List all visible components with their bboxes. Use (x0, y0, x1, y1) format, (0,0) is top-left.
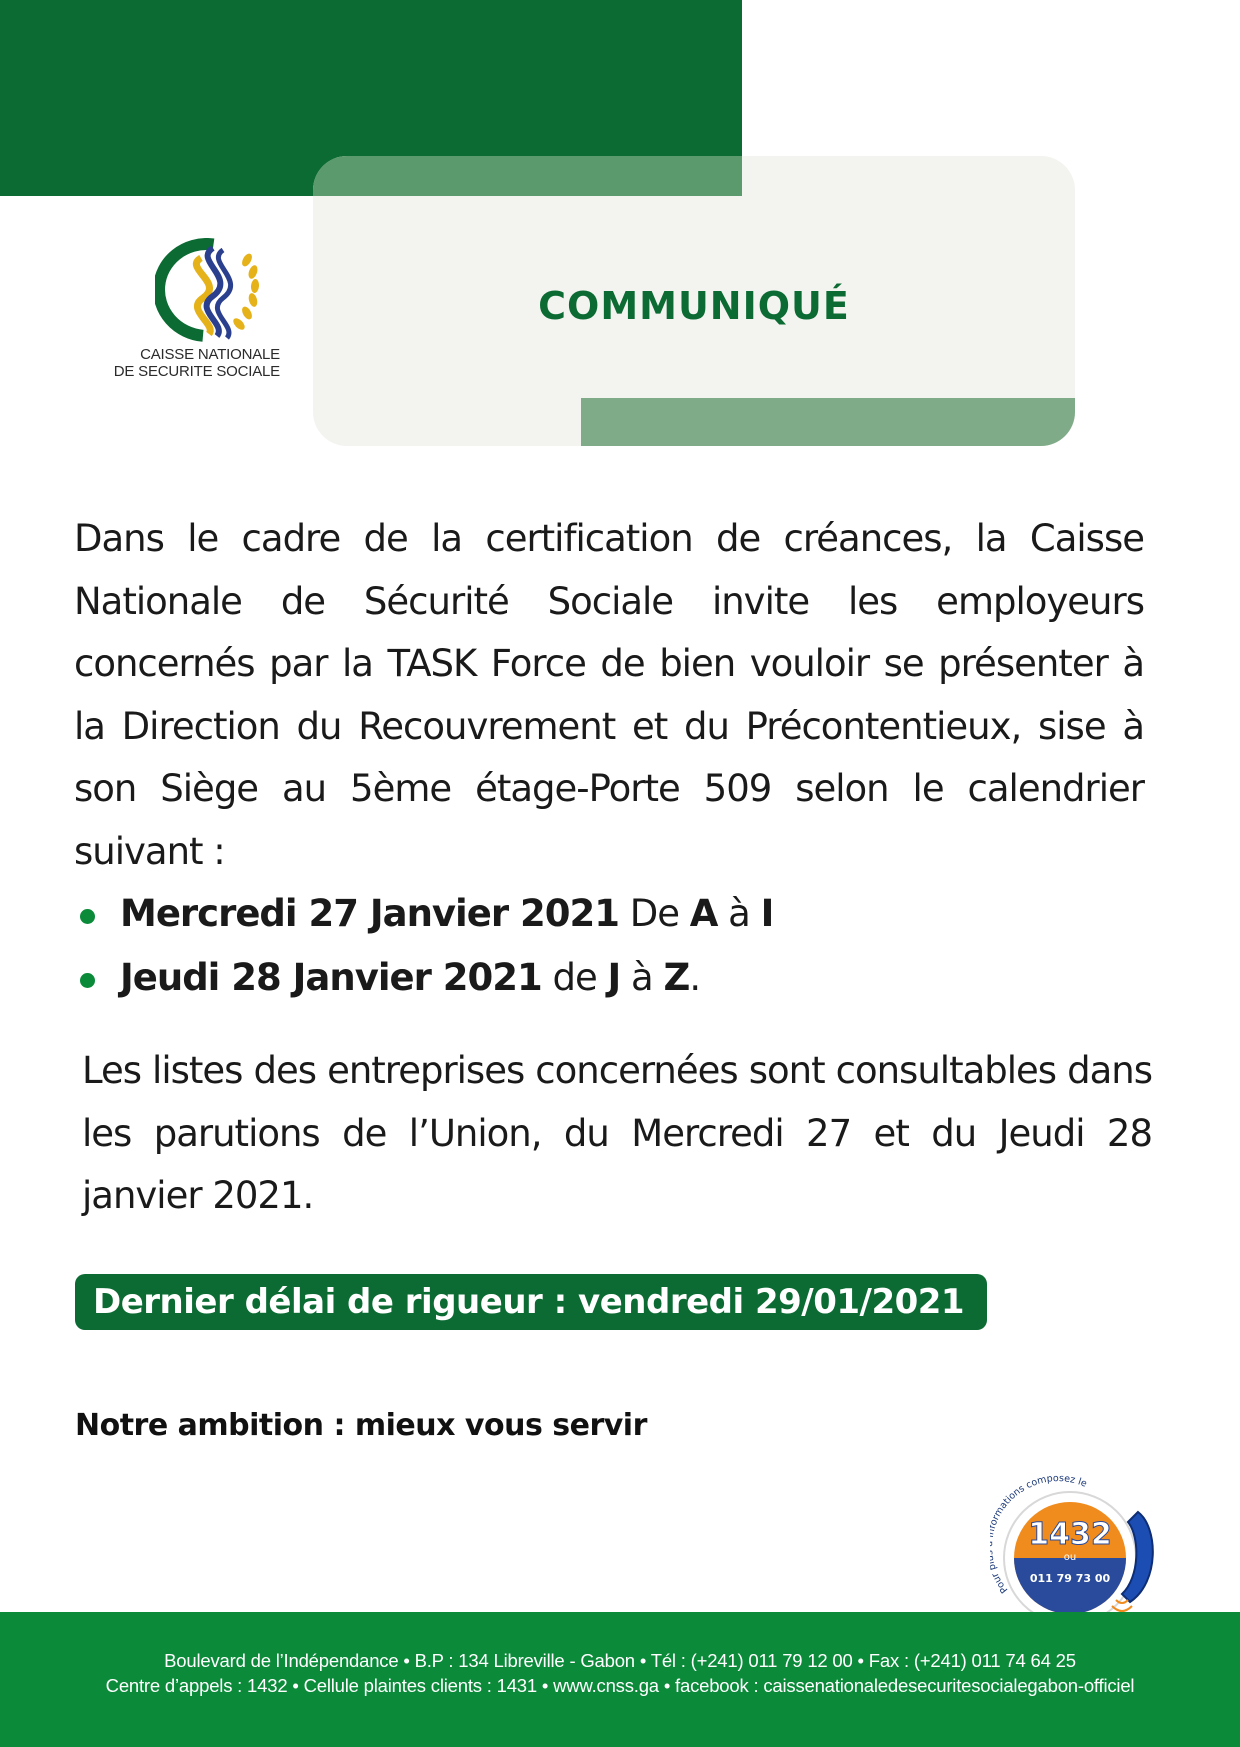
schedule-word: De (629, 892, 679, 935)
organization-name-line2: DE SECURITE SOCIALE (113, 363, 280, 380)
bullet-icon (80, 909, 95, 924)
intro-paragraph: Dans le cadre de la certification de créances, la Caisse Nationale de Sécurité Sociale invite les employeurs concernés par la TASK Force de bien vouloir se présenter à la Direction du Recouvrement et du Précontentieux, sise à son Siège au 5ème étage-Porte 509 selon le calendrier suivant : (74, 517, 1144, 873)
bullet-icon (80, 973, 95, 988)
schedule-word: à (631, 956, 653, 999)
page-title: COMMUNIQUÉ (538, 284, 850, 328)
schedule-from: J (607, 956, 621, 999)
call-badge-arc-text: Pour rmations composez le (990, 1473, 1089, 1596)
footer-contacts: Centre d’appels : 1432 • Cellule plaintes clients : 1431 • www.cnss.ga • facebook : caissenationaledesecuritesocialegabon-officiel (105, 1675, 1135, 1696)
cnss-logo (95, 238, 285, 388)
schedule-list (80, 882, 773, 1010)
call-badge-number: 1432 (1028, 1517, 1112, 1552)
schedule-word: à (728, 892, 750, 935)
schedule-item (80, 946, 773, 1010)
deadline-banner: Dernier délai de rigueur : vendredi 29/01/2021 (75, 1274, 987, 1330)
schedule-date: Jeudi 28 Janvier 2021 (120, 956, 542, 999)
title-card-bottom-accent (581, 398, 1075, 446)
call-center-badge (990, 1472, 1180, 1632)
organization-name (95, 346, 280, 380)
schedule-from: A (689, 892, 718, 935)
organization-name-line1: CAISSE NATIONALE (140, 346, 280, 363)
footer (0, 1612, 1240, 1747)
title-card-top-accent (313, 156, 742, 196)
cnss-logo-icon (155, 238, 265, 343)
schedule-end: . (689, 956, 701, 999)
schedule-word: de (552, 956, 597, 999)
call-badge-alt-number: 011 79 73 00 (1029, 1572, 1111, 1585)
lists-paragraph: Les listes des entreprises concernées sont consultables dans les parutions de l’Union, du Mercredi 27 et du Jeudi 28 janvier 2021. (82, 1049, 1152, 1217)
schedule-to: I (760, 892, 774, 935)
schedule-to: Z (663, 956, 690, 999)
schedule-item (80, 882, 773, 946)
motto: Notre ambition : mieux vous servir (75, 1408, 647, 1443)
footer-address: Boulevard de l’Indépendance • B.P : 134 Libreville - Gabon • Tél : (+241) 011 79 12 00 • Fax : (+241) 011 74 64 25 (164, 1650, 1076, 1671)
schedule-date: Mercredi 27 Janvier 2021 (120, 892, 619, 935)
call-badge-or: ou (1063, 1552, 1077, 1563)
title-card (313, 156, 1075, 446)
